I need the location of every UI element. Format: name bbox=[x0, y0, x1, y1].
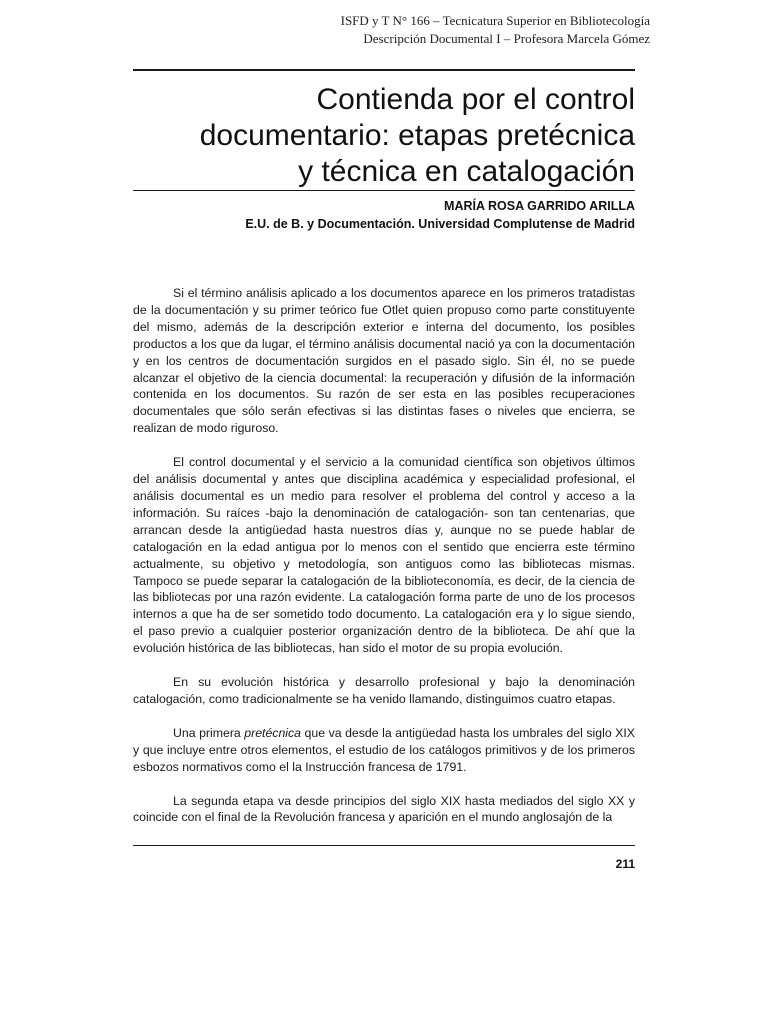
title-line-1: Contienda por el control bbox=[316, 83, 635, 116]
paragraph-4-emphasis: pretécnica bbox=[244, 725, 302, 740]
paragraph-4 bbox=[133, 725, 635, 776]
paragraph-5: La segunda etapa va desde principios del siglo XIX hasta mediados del siglo XX y coincide con el final de la Revolución francesa y aparición en el mundo anglosajón de la bbox=[133, 793, 635, 825]
article-body bbox=[133, 285, 635, 843]
running-head-line-2: Descripción Documental I – Profesora Marcela Gómez bbox=[363, 31, 650, 46]
paragraph-1: Si el término análisis aplicado a los documentos aparece en los primeros tratadistas de la documentación y su primer teórico fue Otlet quien propuso como parte constituyente del mismo, además de la descripción exterior e interna del documento, los posibles productos a los que da lugar, el término análisis documental nació ya con la documentación y en los centros de documentación surgidos en el pasado siglo. Sin él, no se puede alcanzar el objetivo de la ciencia documental: la recuperación y difusión de la información contenida en los documentos. Su razón de ser esta en las posibles recuperaciones documentales que sólo serán efectivas si las distintas fases o niveles que encierra, se realizan de modo riguroso. bbox=[133, 286, 635, 436]
title-rule bbox=[133, 190, 635, 191]
page-number: 211 bbox=[615, 857, 635, 871]
running-head bbox=[341, 12, 650, 48]
article-title bbox=[115, 82, 635, 190]
bottom-rule bbox=[133, 845, 635, 846]
author-affiliation: E.U. de B. y Documentación. Universidad Complutense de Madrid bbox=[245, 217, 635, 231]
paragraph-4-start: Una primera bbox=[173, 725, 245, 740]
paragraph-2: El control documental y el servicio a la comunidad científica son objetivos últimos del análisis documental y antes que disciplina académica y especialidad profesional, el análisis documental es un medio para resolver el problema del control y acceso a la información. Su raíces -bajo la denominación de catalogación- son tan centenarias, que arrancan desde la antigüedad hasta nuestros días y, aunque no se puede hablar de catalogación en la edad antigua por lo menos con el sentido que encierra este término actualmente, su objetivo y metodología, son antiguos como las bibliotecas mismas. Tampoco se puede separar la catalogación de la biblioteconomía, es decir, de la ciencia de las bibliotecas por una razón evidente. La catalogación forma parte de uno de los procesos internos a que ha de ser sometido todo documento. La catalogación era y lo sigue siendo, el paso previo a cualquier posterior organización dentro de la biblioteca. De ahí que la evolución histórica de las bibliotecas, han sido el motor de su propia evolución. bbox=[133, 455, 635, 656]
paragraph-4-end: que va desde la antigüedad hasta los umbrales del siglo XIX y que incluye entre otros elementos, el estudio de los catálogos primitivos y de los primeros esbozos normativos como el la Instrucción francesa de 1791. bbox=[133, 725, 636, 774]
running-head-line-1: ISFD y T N° 166 – Tecnicatura Superior en Bibliotecología bbox=[340, 13, 650, 28]
top-rule bbox=[133, 69, 635, 71]
author-name: MARÍA ROSA GARRIDO ARILLA bbox=[444, 199, 635, 213]
paragraph-3: En su evolución histórica y desarrollo profesional y bajo la denominación catalogación, como tradicionalmente se ha venido llamando, distinguimos cuatro etapas. bbox=[133, 675, 635, 706]
title-line-2: documentario: etapas pretécnica bbox=[199, 119, 635, 152]
title-line-3: y técnica en catalogación bbox=[298, 155, 635, 188]
